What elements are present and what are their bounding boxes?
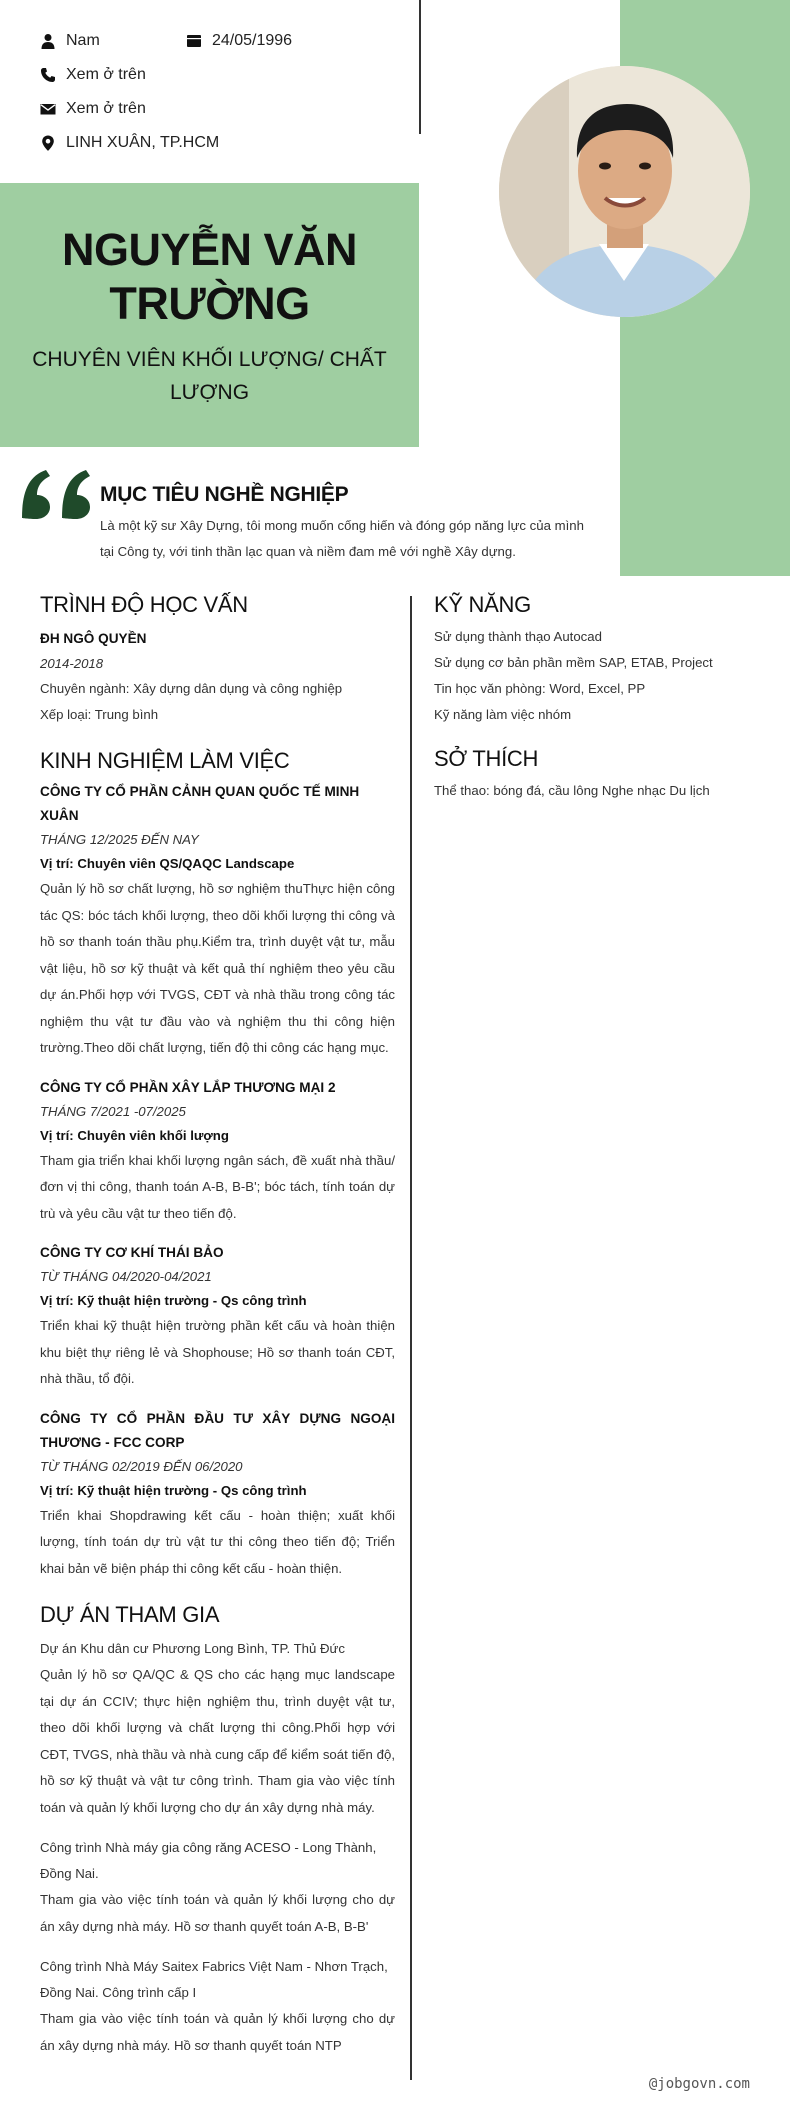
contact-birth-date [186,29,292,53]
project-description: Tham gia vào việc tính toán và quản lý khối lượng cho dự án xây dựng nhà máy. Hồ sơ thanh quyết toán A-B, B-B' [40,1892,395,1934]
contact-gender [40,29,100,53]
job-period: TỪ THÁNG 04/2020-04/2021 [40,1269,212,1284]
skill-item: Tin học văn phòng: Word, Excel, PP [434,681,646,696]
job-description: Tham gia triển khai khối lượng ngân sách, đề xuất nhà thầu/ đơn vị thi công, thanh toán A-B, B-B'; bóc tách, tính toán dự trù và yêu cầu vật tư theo tiến độ. [40,1152,395,1221]
contact-email [40,97,146,121]
contact-address [40,131,219,155]
hobbies-title: SỞ THÍCH [434,746,539,771]
education-title: TRÌNH ĐỘ HỌC VẤN [40,592,248,617]
job-entry [40,1076,395,1228]
name-block [0,183,419,447]
project-description: Quản lý hồ sơ QA/QC & QS cho các hạng mục landscape tại dự án CCIV; thực hiện nghiệm thu, trình duyệt vật tư, theo dõi khối lượng và chất lượng thi công.Phối hợp với CĐT, TVGS, nhà thầu và nhà cung cấp để kiểm soát tiến độ, hồ sơ kỹ thuật và vật tư công trình. Tham gia vào việc tính toán và quản lý khối lượng cho dự án xây dựng nhà máy. [40,1667,395,1815]
project-name: Công trình Nhà máy gia công răng ACESO - Long Thành, Đồng Nai. [40,1840,377,1881]
experience-title: KINH NGHIỆM LÀM VIỆC [40,748,290,773]
project-description: Tham gia vào việc tính toán và quản lý khối lượng cho dự án xây dựng nhà máy. Hồ sơ thanh quyết toán NTP [40,2011,395,2053]
quote-icon [18,468,96,520]
job-company: CÔNG TY CƠ KHÍ THÁI BẢO [40,1245,224,1260]
project-name: Dự án Khu dân cư Phương Long Bình, TP. Thủ Đức [40,1641,345,1656]
job-company: CÔNG TY CỔ PHẦN XÂY LẮP THƯƠNG MẠI 2 [40,1079,336,1095]
left-column [40,592,395,2073]
project-name: Công trình Nhà Máy Saitex Fabrics Việt Nam - Nhơn Trạch, Đồng Nai. Công trình cấp I [40,1959,388,2000]
birth-date-text: 24/05/1996 [212,32,293,49]
job-period: THÁNG 7/2021 -07/2025 [40,1103,186,1119]
skill-item: Sử dụng thành thạo Autocad [434,629,602,644]
education-rank: Xếp loại: Trung bình [40,707,159,722]
candidate-name: NGUYỄN VĂN TRƯỜNG [61,224,358,329]
job-company: CÔNG TY CỔ PHẦN CẢNH QUAN QUỐC TẾ MINH XUÂN [40,784,360,823]
location-pin-icon [40,135,56,151]
project-entry [40,1954,395,2059]
job-entry [40,1241,395,1393]
gender-text: Nam [66,32,100,49]
job-description: Triển khai kỹ thuật hiện trường phần kết cấu và hoàn thiện khu biệt thự riêng lẻ và Shophouse; Hồ sơ thanh toán CĐT, nhà thầu, tổ đội. [40,1318,395,1386]
footer-watermark: @jobgovn.com [648,2076,750,2092]
objective-text: Là một kỹ sư Xây Dựng, tôi mong muốn cống hiến và đóng góp năng lực của mình tại Công ty, với tinh thần lạc quan và niềm đam mê với nghề Xây dựng. [100,518,584,559]
contact-phone [40,63,146,87]
job-company: CÔNG TY CỔ PHẦN ĐẦU TƯ XÂY DỰNG NGOẠI THƯƠNG - FCC CORP [40,1410,395,1450]
profile-photo [499,66,750,317]
column-divider-line [410,596,412,2080]
calendar-icon [186,33,202,49]
person-icon [40,33,56,49]
education-school: ĐH NGÔ QUYỀN [40,631,147,646]
job-entry [40,1407,395,1583]
candidate-job-title: CHUYÊN VIÊN KHỐI LƯỢNG/ CHẤT LƯỢNG [32,348,387,404]
job-description: Triển khai Shopdrawing kết cấu - hoàn thiện; xuất khối lượng, tính toán dự trù vật tư thi công theo tiến độ; Triển khai bản vẽ biện pháp thi công kết cấu - hoàn thiện. [40,1507,395,1576]
education-years: 2014-2018 [40,656,104,671]
education-major: Chuyên ngành: Xây dựng dân dụng và công nghiệp [40,681,343,696]
address-text: LINH XUÂN, TP.HCM [66,134,220,151]
job-role: Vị trí: Chuyên viên QS/QAQC Landscape [40,856,295,871]
phone-icon [40,67,56,83]
header-divider-line [419,0,421,134]
job-entry [40,780,395,1062]
skills-title: KỸ NĂNG [434,592,531,617]
project-entry [40,1835,395,1940]
envelope-icon [40,101,56,117]
job-role: Vị trí: Kỹ thuật hiện trường - Qs công trình [40,1293,307,1308]
job-period: TỪ THÁNG 02/2019 ĐẾN 06/2020 [40,1458,243,1474]
job-role: Vị trí: Kỹ thuật hiện trường - Qs công trình [40,1482,307,1498]
skill-item: Kỹ năng làm việc nhóm [434,707,572,722]
projects-title: DỰ ÁN THAM GIA [40,1602,220,1627]
phone-text: Xem ở trên [66,66,146,83]
hobbies-text: Thể thao: bóng đá, cầu lông Nghe nhạc Du lịch [434,783,710,798]
job-period: THÁNG 12/2025 ĐẾN NAY [40,832,199,847]
skill-item: Sử dụng cơ bản phần mềm SAP, ETAB, Project [434,655,713,670]
objective-title: MỤC TIÊU NGHỀ NGHIỆP [100,483,349,506]
email-text: Xem ở trên [66,100,146,117]
right-column [434,592,754,804]
project-entry [40,1636,395,1821]
job-role: Vị trí: Chuyên viên khối lượng [40,1127,229,1143]
job-description: Quản lý hồ sơ chất lượng, hồ sơ nghiệm thuThực hiện công tác QS: bóc tách khối lượng, theo dõi khối lượng thi công và hồ sơ thanh toán thầu phụ.Kiểm tra, trình duyệt vật tư, mẫu vật liệu, hồ sơ kỹ thuật và kết quả thí nghiệm theo yêu cầu dự án.Phối hợp với TVGS, CĐT và nhà thầu trong công tác nghiệm thu vật tư đầu vào và nghiệm thu thi công hiện trường.Theo dõi chất lượng, tiến độ thi công các hạng mục. [40,881,395,1055]
